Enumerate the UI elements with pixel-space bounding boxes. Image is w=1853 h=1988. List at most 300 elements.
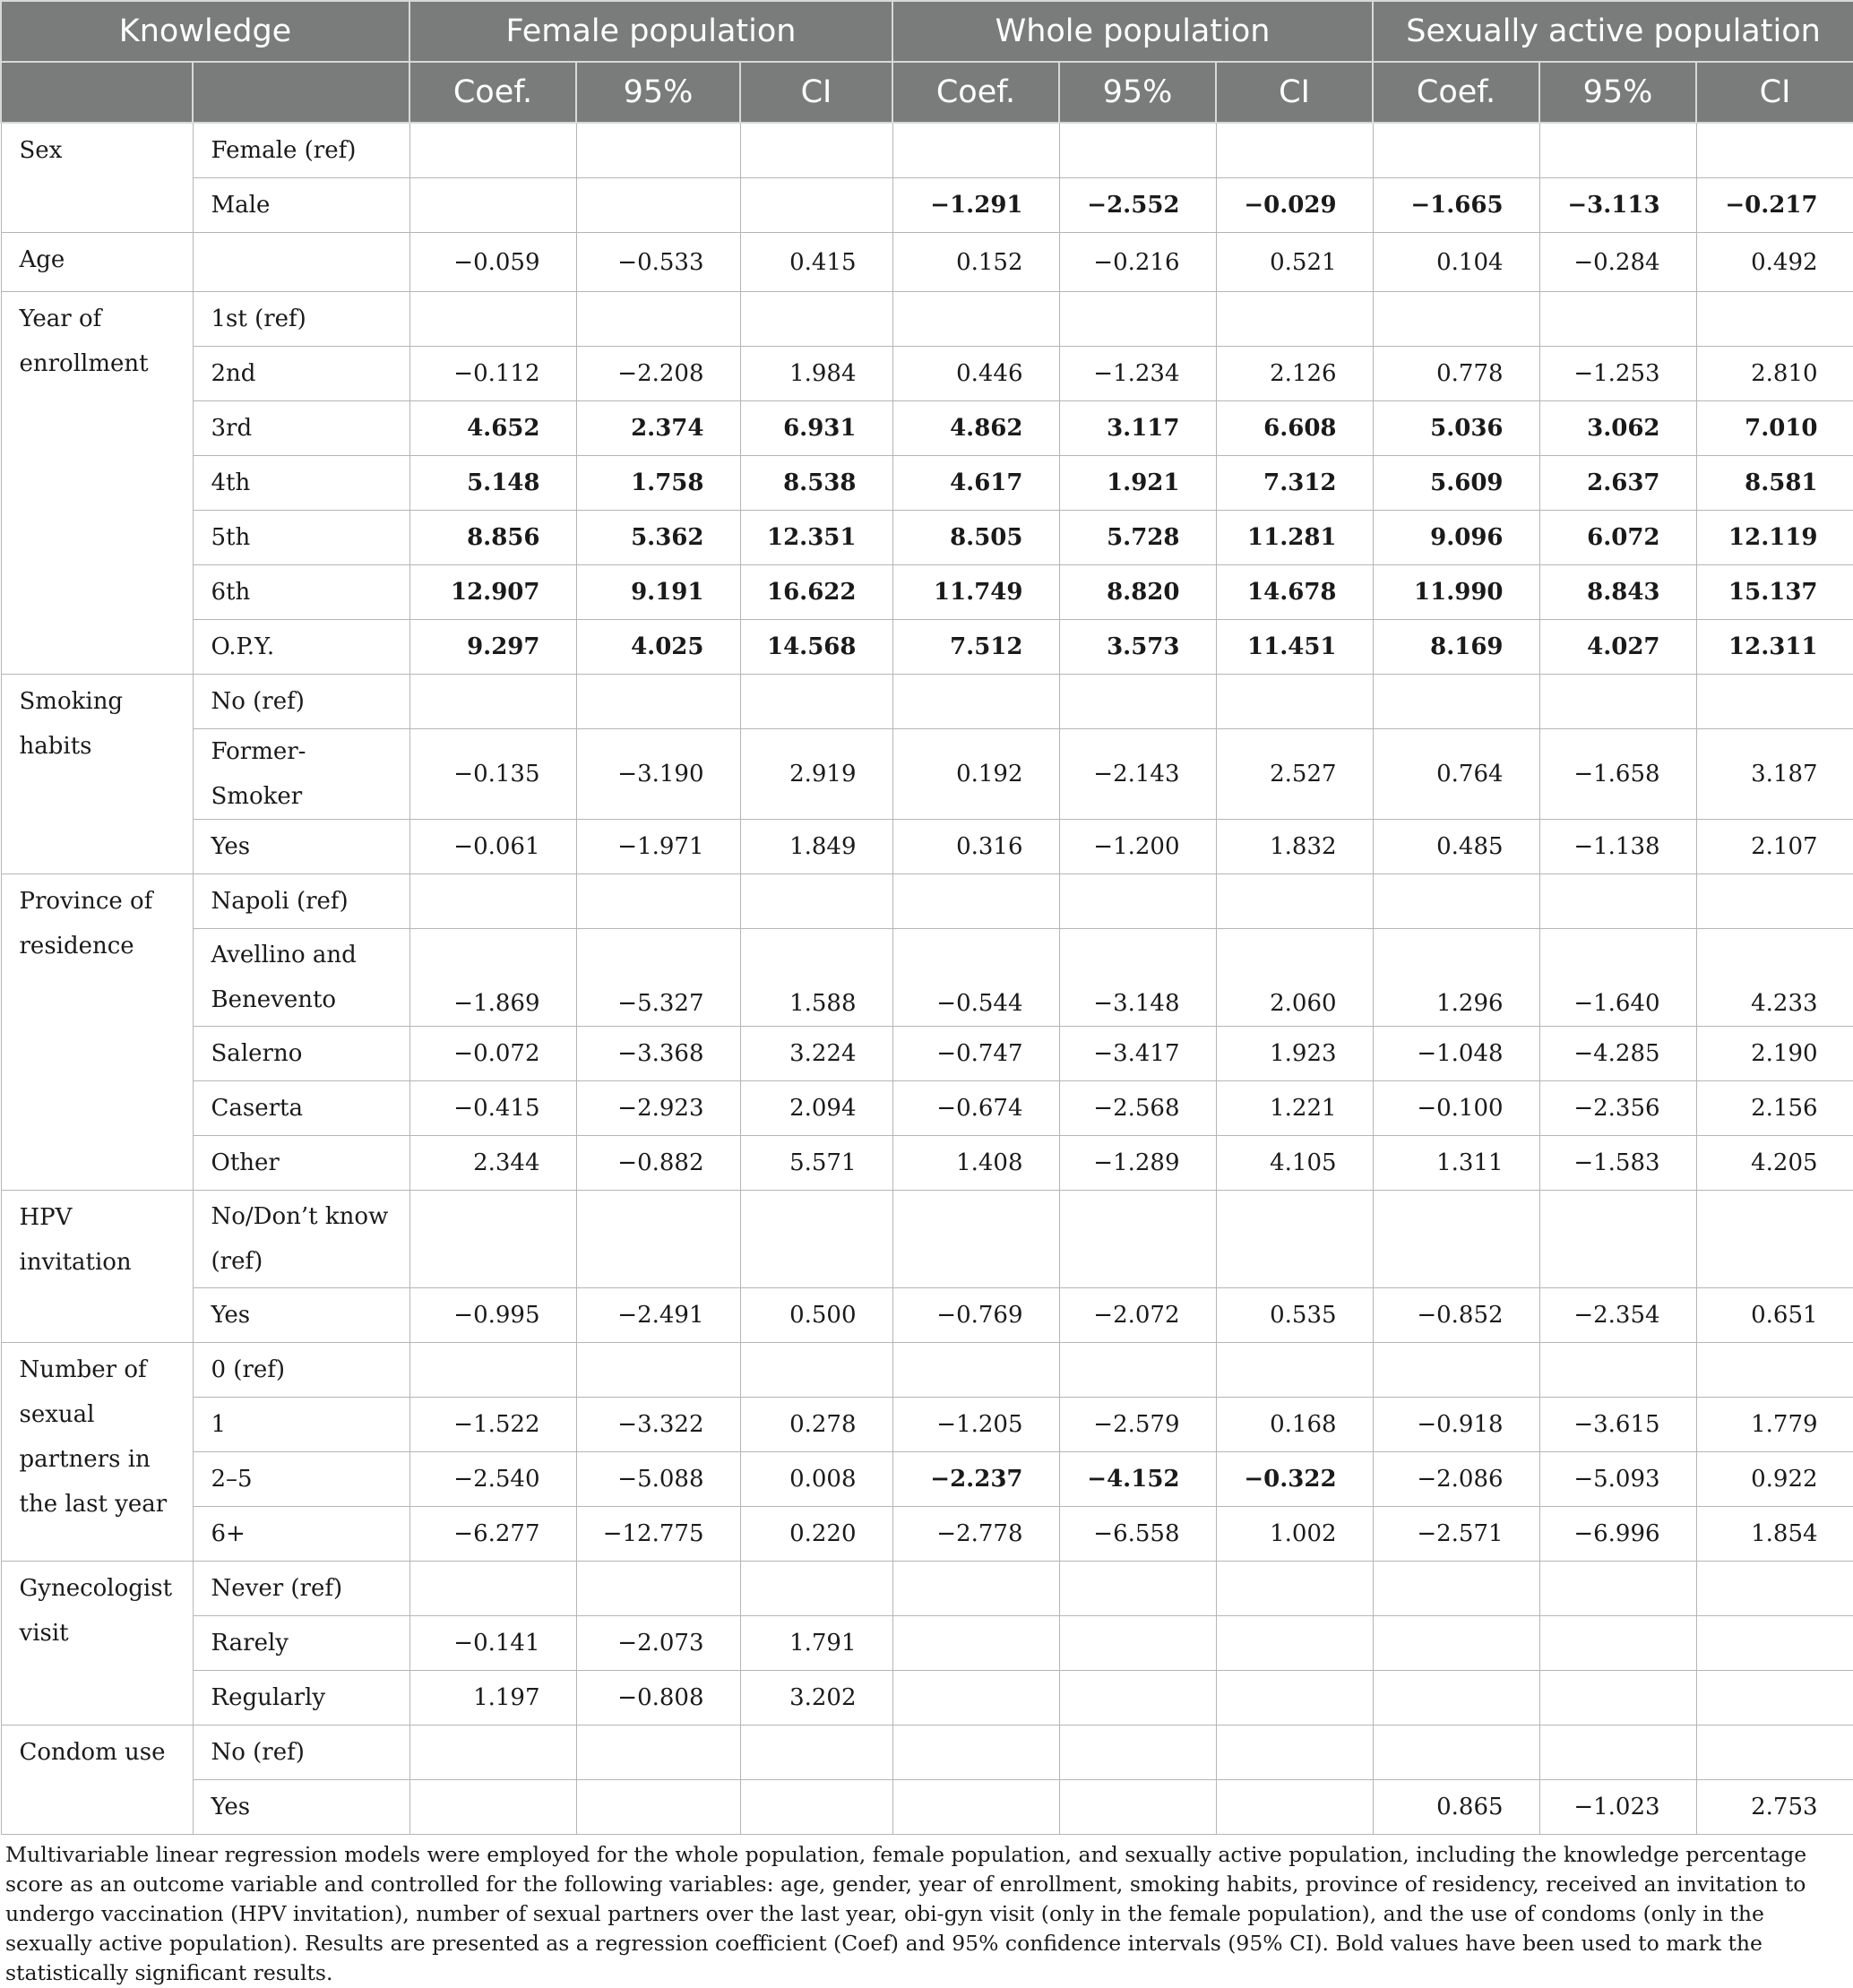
value-cell: 0.764: [1373, 729, 1539, 820]
table-row: [1, 1780, 1853, 1835]
value-cell: [1696, 292, 1853, 347]
value-cell: [1216, 1562, 1373, 1616]
table-row: [1, 1398, 1853, 1452]
level-label: 2–5: [193, 1452, 409, 1507]
value-cell: 4.617: [892, 456, 1059, 511]
table-row: [1, 178, 1853, 233]
table-row: [1, 820, 1853, 874]
value-cell: [1059, 1616, 1216, 1671]
value-cell: [409, 1562, 576, 1616]
table-row: [1, 675, 1853, 729]
value-cell: −1.023: [1539, 1780, 1696, 1835]
value-cell: −0.217: [1696, 178, 1853, 233]
table-row: [1, 1616, 1853, 1671]
value-cell: [409, 1191, 576, 1288]
table-row: [1, 1288, 1853, 1343]
value-cell: [409, 1343, 576, 1398]
value-cell: [740, 1780, 892, 1835]
value-cell: 5.148: [409, 456, 576, 511]
value-cell: [740, 1191, 892, 1288]
value-cell: 12.907: [409, 565, 576, 620]
value-cell: [740, 123, 892, 178]
value-cell: [892, 1343, 1059, 1398]
value-cell: −1.234: [1059, 347, 1216, 401]
value-cell: 0.521: [1216, 233, 1373, 292]
level-label: No (ref): [193, 675, 409, 729]
value-cell: −3.417: [1059, 1027, 1216, 1081]
level-label: [193, 233, 409, 292]
value-cell: 4.652: [409, 401, 576, 456]
level-label: Salerno: [193, 1027, 409, 1081]
table-row: [1, 1726, 1853, 1780]
value-cell: −2.579: [1059, 1398, 1216, 1452]
value-cell: [1373, 675, 1539, 729]
category-label: HPV invitation: [1, 1191, 193, 1343]
value-cell: 4.105: [1216, 1136, 1373, 1191]
value-cell: [1373, 292, 1539, 347]
value-cell: −2.073: [576, 1616, 740, 1671]
level-label: 6+: [193, 1507, 409, 1562]
value-cell: [1216, 1343, 1373, 1398]
value-cell: −1.048: [1373, 1027, 1539, 1081]
value-cell: [576, 1726, 740, 1780]
value-cell: 0.446: [892, 347, 1059, 401]
value-cell: −2.540: [409, 1452, 576, 1507]
value-cell: [1539, 1726, 1696, 1780]
value-cell: 6.931: [740, 401, 892, 456]
value-cell: 11.281: [1216, 511, 1373, 565]
value-cell: 7.312: [1216, 456, 1373, 511]
value-cell: [1373, 1343, 1539, 1398]
table-row: [1, 565, 1853, 620]
value-cell: −0.322: [1216, 1452, 1373, 1507]
value-cell: [1059, 123, 1216, 178]
value-cell: −0.995: [409, 1288, 576, 1343]
table-row: [1, 456, 1853, 511]
value-cell: 0.168: [1216, 1398, 1373, 1452]
value-cell: 14.568: [740, 620, 892, 675]
value-cell: −0.808: [576, 1671, 740, 1726]
value-cell: −2.208: [576, 347, 740, 401]
value-cell: −12.775: [576, 1507, 740, 1562]
value-cell: −3.615: [1539, 1398, 1696, 1452]
value-cell: 2.919: [740, 729, 892, 820]
category-label: Gynecologist visit: [1, 1562, 193, 1726]
value-cell: −1.658: [1539, 729, 1696, 820]
level-label: 1st (ref): [193, 292, 409, 347]
value-cell: −3.190: [576, 729, 740, 820]
value-cell: −1.522: [409, 1398, 576, 1452]
value-cell: [892, 123, 1059, 178]
header-knowledge: Knowledge: [1, 1, 409, 62]
value-cell: 12.311: [1696, 620, 1853, 675]
value-cell: −0.216: [1059, 233, 1216, 292]
table-body: [1, 123, 1853, 1835]
value-cell: 16.622: [740, 565, 892, 620]
value-cell: 0.152: [892, 233, 1059, 292]
value-cell: 2.374: [576, 401, 740, 456]
category-label: Province of residence: [1, 874, 193, 1191]
level-label: O.P.Y.: [193, 620, 409, 675]
value-cell: 5.728: [1059, 511, 1216, 565]
header-ci: CI: [1696, 62, 1853, 123]
value-cell: 1.779: [1696, 1398, 1853, 1452]
header-ci: CI: [1216, 62, 1373, 123]
value-cell: −0.100: [1373, 1081, 1539, 1136]
value-cell: 8.538: [740, 456, 892, 511]
value-cell: 0.316: [892, 820, 1059, 874]
table-row: [1, 1671, 1853, 1726]
value-cell: [576, 874, 740, 929]
value-cell: 1.311: [1373, 1136, 1539, 1191]
value-cell: 0.104: [1373, 233, 1539, 292]
value-cell: −1.291: [892, 178, 1059, 233]
value-cell: 0.485: [1373, 820, 1539, 874]
table-row: [1, 620, 1853, 675]
header-coef: Coef.: [892, 62, 1059, 123]
value-cell: [1059, 874, 1216, 929]
level-label: Rarely: [193, 1616, 409, 1671]
value-cell: −5.093: [1539, 1452, 1696, 1507]
header-95: 95%: [1539, 62, 1696, 123]
value-cell: [1059, 292, 1216, 347]
value-cell: 6.608: [1216, 401, 1373, 456]
table-row: [1, 1081, 1853, 1136]
value-cell: −5.088: [576, 1452, 740, 1507]
value-cell: −1.583: [1539, 1136, 1696, 1191]
value-cell: [1216, 1671, 1373, 1726]
value-cell: [1696, 1343, 1853, 1398]
value-cell: −2.778: [892, 1507, 1059, 1562]
value-cell: −1.138: [1539, 820, 1696, 874]
value-cell: [892, 1191, 1059, 1288]
table-row: [1, 1562, 1853, 1616]
value-cell: −2.072: [1059, 1288, 1216, 1343]
value-cell: 2.060: [1216, 929, 1373, 1027]
value-cell: −3.368: [576, 1027, 740, 1081]
value-cell: 5.036: [1373, 401, 1539, 456]
value-cell: [1059, 675, 1216, 729]
value-cell: −2.923: [576, 1081, 740, 1136]
level-label: Yes: [193, 820, 409, 874]
value-cell: 0.415: [740, 233, 892, 292]
level-label: 5th: [193, 511, 409, 565]
value-cell: 14.678: [1216, 565, 1373, 620]
value-cell: [576, 675, 740, 729]
level-label: 1: [193, 1398, 409, 1452]
value-cell: −2.571: [1373, 1507, 1539, 1562]
value-cell: [1216, 1616, 1373, 1671]
value-cell: 15.137: [1696, 565, 1853, 620]
level-label: Yes: [193, 1288, 409, 1343]
value-cell: [1696, 1191, 1853, 1288]
value-cell: 1.588: [740, 929, 892, 1027]
value-cell: −0.882: [576, 1136, 740, 1191]
value-cell: 12.351: [740, 511, 892, 565]
value-cell: [1539, 1343, 1696, 1398]
value-cell: 2.156: [1696, 1081, 1853, 1136]
level-label: No/Don’t know (ref): [193, 1191, 409, 1288]
value-cell: [1216, 675, 1373, 729]
value-cell: [1373, 1191, 1539, 1288]
value-cell: −4.152: [1059, 1452, 1216, 1507]
value-cell: [1696, 1726, 1853, 1780]
table-footnote: Multivariable linear regression models were employed for the whole population, female population, and sexually active population, including the knowledge percentage score as an outcome variable and controlled for the following variables: age, gender, year of enrollment, smoking habits, province of residency, received an invitation to undergo vaccination (HPV invitation), number of sexual partners over the last year, obi-gyn visit (only in the female population), and the use of condoms (only in the sexually active population). Results are presented as a regression coefficient (Coef) and 95% confidence intervals (95% CI). Bold values have been used to mark the statistically significant results.: [5, 1842, 1807, 1985]
header-coef: Coef.: [409, 62, 576, 123]
value-cell: −1.665: [1373, 178, 1539, 233]
level-label: Former-Smoker: [193, 729, 409, 820]
value-cell: 5.609: [1373, 456, 1539, 511]
value-cell: [892, 1671, 1059, 1726]
value-cell: 8.505: [892, 511, 1059, 565]
value-cell: 1.849: [740, 820, 892, 874]
value-cell: 0.922: [1696, 1452, 1853, 1507]
value-cell: 3.117: [1059, 401, 1216, 456]
value-cell: −1.869: [409, 929, 576, 1027]
level-label: No (ref): [193, 1726, 409, 1780]
value-cell: 0.651: [1696, 1288, 1853, 1343]
value-cell: −0.135: [409, 729, 576, 820]
value-cell: 9.191: [576, 565, 740, 620]
value-cell: [1373, 1562, 1539, 1616]
value-cell: −5.327: [576, 929, 740, 1027]
header-female-population: Female population: [409, 1, 892, 62]
table-row: [1, 123, 1853, 178]
header-ci: CI: [740, 62, 892, 123]
value-cell: −1.289: [1059, 1136, 1216, 1191]
value-cell: [576, 123, 740, 178]
table-row: [1, 401, 1853, 456]
value-cell: [576, 1343, 740, 1398]
table-row: [1, 292, 1853, 347]
value-cell: [409, 675, 576, 729]
category-label: Sex: [1, 123, 193, 233]
value-cell: [1373, 1671, 1539, 1726]
category-label: Age: [1, 233, 193, 292]
value-cell: [409, 292, 576, 347]
level-label: Napoli (ref): [193, 874, 409, 929]
category-label: Number of sexual partners in the last year: [1, 1343, 193, 1562]
value-cell: 0.220: [740, 1507, 892, 1562]
value-cell: 2.810: [1696, 347, 1853, 401]
value-cell: [576, 292, 740, 347]
category-label: Condom use: [1, 1726, 193, 1835]
level-label: Never (ref): [193, 1562, 409, 1616]
value-cell: [740, 675, 892, 729]
value-cell: [1216, 1726, 1373, 1780]
value-cell: 8.856: [409, 511, 576, 565]
value-cell: 1.984: [740, 347, 892, 401]
value-cell: 8.820: [1059, 565, 1216, 620]
level-label: Female (ref): [193, 123, 409, 178]
table-row: [1, 874, 1853, 929]
value-cell: [1696, 675, 1853, 729]
table-row: [1, 1507, 1853, 1562]
value-cell: [740, 1562, 892, 1616]
value-cell: −0.674: [892, 1081, 1059, 1136]
value-cell: [1696, 874, 1853, 929]
value-cell: 1.854: [1696, 1507, 1853, 1562]
value-cell: −0.544: [892, 929, 1059, 1027]
value-cell: −1.971: [576, 820, 740, 874]
value-cell: −3.113: [1539, 178, 1696, 233]
value-cell: 3.573: [1059, 620, 1216, 675]
header-sub-row: [1, 62, 1853, 123]
table-row: [1, 1027, 1853, 1081]
category-label: Smoking habits: [1, 675, 193, 874]
value-cell: [409, 123, 576, 178]
value-cell: 9.096: [1373, 511, 1539, 565]
value-cell: [1059, 1780, 1216, 1835]
value-cell: [1373, 874, 1539, 929]
value-cell: [1696, 1616, 1853, 1671]
value-cell: 3.062: [1539, 401, 1696, 456]
table-row: [1, 347, 1853, 401]
value-cell: −2.491: [576, 1288, 740, 1343]
value-cell: [892, 675, 1059, 729]
header-blank: [193, 62, 409, 123]
value-cell: −2.086: [1373, 1452, 1539, 1507]
level-label: 6th: [193, 565, 409, 620]
value-cell: 2.126: [1216, 347, 1373, 401]
value-cell: [1539, 1562, 1696, 1616]
value-cell: [740, 178, 892, 233]
value-cell: −1.253: [1539, 347, 1696, 401]
value-cell: 4.233: [1696, 929, 1853, 1027]
level-label: Yes: [193, 1780, 409, 1835]
value-cell: 4.027: [1539, 620, 1696, 675]
table-row: [1, 929, 1853, 1027]
value-cell: 1.221: [1216, 1081, 1373, 1136]
value-cell: [740, 1726, 892, 1780]
value-cell: −2.354: [1539, 1288, 1696, 1343]
header-sexually-active-population: Sexually active population: [1373, 1, 1853, 62]
value-cell: [576, 178, 740, 233]
table-row: [1, 1136, 1853, 1191]
value-cell: 0.192: [892, 729, 1059, 820]
header-group-row: [1, 1, 1853, 62]
value-cell: 2.190: [1696, 1027, 1853, 1081]
value-cell: [892, 1726, 1059, 1780]
value-cell: 1.791: [740, 1616, 892, 1671]
value-cell: [1059, 1562, 1216, 1616]
value-cell: [1539, 675, 1696, 729]
table-row: [1, 511, 1853, 565]
value-cell: 2.344: [409, 1136, 576, 1191]
table-row: [1, 1452, 1853, 1507]
value-cell: 1.921: [1059, 456, 1216, 511]
value-cell: 2.637: [1539, 456, 1696, 511]
value-cell: 0.535: [1216, 1288, 1373, 1343]
value-cell: [409, 1780, 576, 1835]
value-cell: [1216, 874, 1373, 929]
level-label: 3rd: [193, 401, 409, 456]
value-cell: [1696, 1562, 1853, 1616]
table-row: [1, 1343, 1853, 1398]
level-label: 4th: [193, 456, 409, 511]
value-cell: [1216, 1191, 1373, 1288]
value-cell: 0.278: [740, 1398, 892, 1452]
value-cell: [740, 292, 892, 347]
value-cell: 0.778: [1373, 347, 1539, 401]
value-cell: −0.769: [892, 1288, 1059, 1343]
value-cell: [1373, 1616, 1539, 1671]
value-cell: −2.356: [1539, 1081, 1696, 1136]
value-cell: 8.581: [1696, 456, 1853, 511]
header-whole-population: Whole population: [892, 1, 1373, 62]
value-cell: [1216, 292, 1373, 347]
value-cell: 11.749: [892, 565, 1059, 620]
value-cell: 4.205: [1696, 1136, 1853, 1191]
value-cell: [1696, 123, 1853, 178]
value-cell: [1539, 292, 1696, 347]
value-cell: 1.408: [892, 1136, 1059, 1191]
value-cell: [1539, 1191, 1696, 1288]
value-cell: [576, 1780, 740, 1835]
value-cell: [892, 292, 1059, 347]
value-cell: [1059, 1343, 1216, 1398]
value-cell: 0.865: [1373, 1780, 1539, 1835]
value-cell: 3.187: [1696, 729, 1853, 820]
value-cell: 7.010: [1696, 401, 1853, 456]
category-label: Year of enrollment: [1, 292, 193, 675]
level-label: Caserta: [193, 1081, 409, 1136]
value-cell: 6.072: [1539, 511, 1696, 565]
value-cell: 2.107: [1696, 820, 1853, 874]
value-cell: [1059, 1671, 1216, 1726]
value-cell: −1.640: [1539, 929, 1696, 1027]
value-cell: −4.285: [1539, 1027, 1696, 1081]
value-cell: −1.205: [892, 1398, 1059, 1452]
level-label: 0 (ref): [193, 1343, 409, 1398]
value-cell: 8.169: [1373, 620, 1539, 675]
value-cell: −2.143: [1059, 729, 1216, 820]
value-cell: −3.148: [1059, 929, 1216, 1027]
value-cell: −0.284: [1539, 233, 1696, 292]
value-cell: [576, 1191, 740, 1288]
value-cell: −0.059: [409, 233, 576, 292]
value-cell: [1216, 123, 1373, 178]
value-cell: −0.533: [576, 233, 740, 292]
value-cell: [1059, 1726, 1216, 1780]
value-cell: 0.008: [740, 1452, 892, 1507]
value-cell: 0.492: [1696, 233, 1853, 292]
value-cell: [1059, 1191, 1216, 1288]
value-cell: −0.029: [1216, 178, 1373, 233]
table-row: [1, 233, 1853, 292]
value-cell: 7.512: [892, 620, 1059, 675]
value-cell: 11.990: [1373, 565, 1539, 620]
value-cell: −6.558: [1059, 1507, 1216, 1562]
value-cell: [740, 874, 892, 929]
level-label: Male: [193, 178, 409, 233]
value-cell: [1539, 123, 1696, 178]
value-cell: [409, 178, 576, 233]
value-cell: 1.832: [1216, 820, 1373, 874]
value-cell: −0.141: [409, 1616, 576, 1671]
value-cell: 1.923: [1216, 1027, 1373, 1081]
table-row: [1, 729, 1853, 820]
header-coef: Coef.: [1373, 62, 1539, 123]
value-cell: 3.202: [740, 1671, 892, 1726]
value-cell: 2.753: [1696, 1780, 1853, 1835]
value-cell: 5.571: [740, 1136, 892, 1191]
value-cell: 3.224: [740, 1027, 892, 1081]
header-95: 95%: [576, 62, 740, 123]
value-cell: −0.061: [409, 820, 576, 874]
value-cell: 2.094: [740, 1081, 892, 1136]
value-cell: [1539, 874, 1696, 929]
